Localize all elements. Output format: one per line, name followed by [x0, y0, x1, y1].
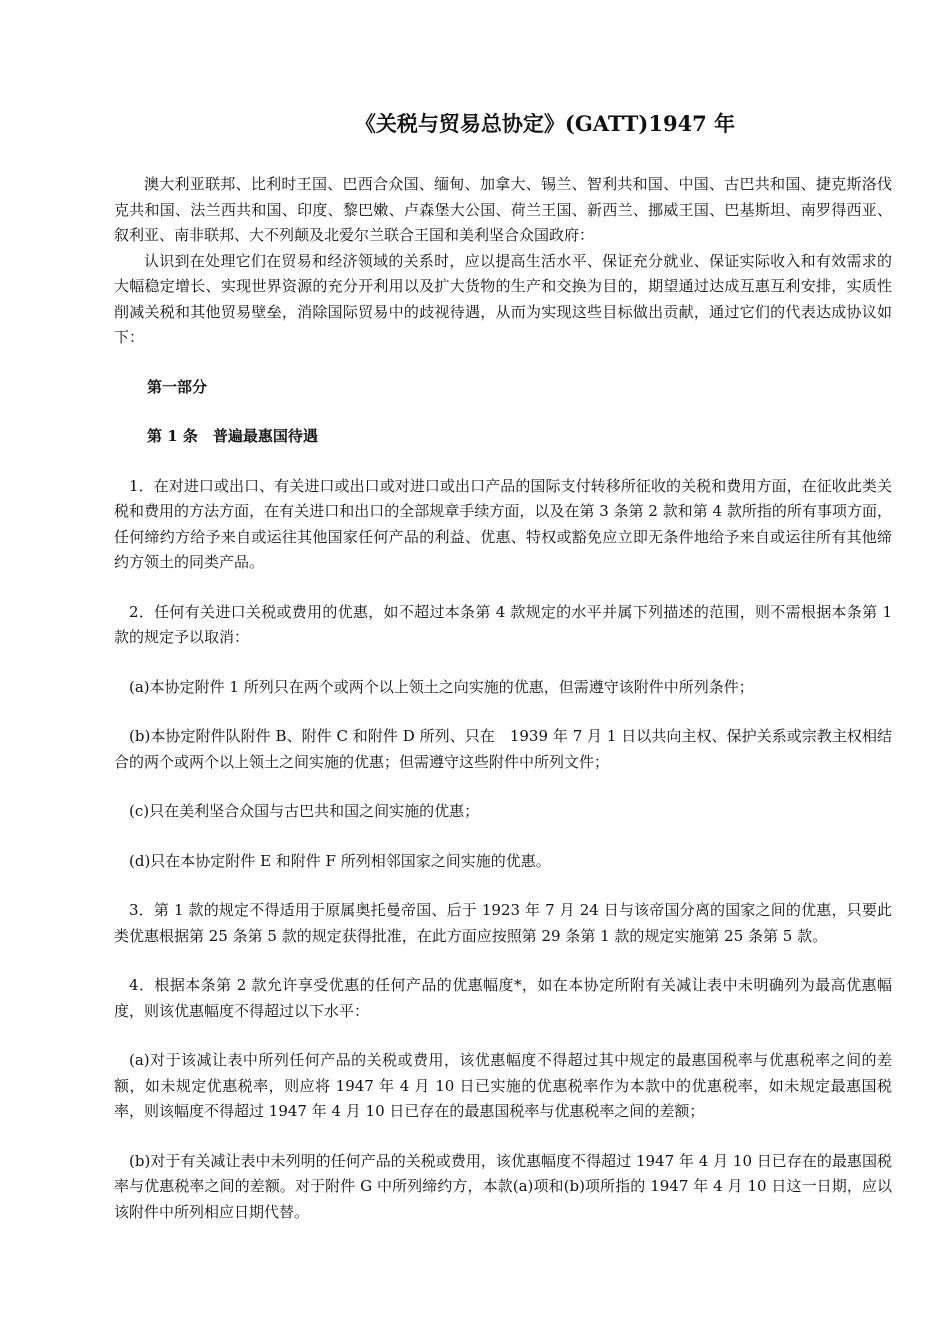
spacer: [114, 949, 892, 973]
article-heading: 第 1 条 普遍最惠国待遇: [147, 427, 318, 445]
article-paragraph: 4．根据本条第 2 款允许享受优惠的任何产品的优惠幅度*，如在本协定所附有关减让表中未明确列为最高优惠幅度，则该优惠幅度不得超过以下水平：: [114, 976, 892, 1020]
spacer: [114, 351, 892, 375]
article-subparagraph: (a)对于该减让表中所列任何产品的关税或费用，该优惠幅度不得超过其中规定的最惠国税率与优惠税率之间的差额，如未规定优惠税率，则应将 1947 年 4 月 10 日已实施的优惠税率作为本款中的优惠税率，如未规定最惠国税率，则该幅度不得超过 1947 年 4 月 10 日已存在的最惠国税率与优惠税率之间的差额；: [114, 1051, 892, 1120]
document-page: [114, 108, 892, 1225]
spacer: [114, 651, 892, 675]
article-paragraph: 2．任何有关进口关税或费用的优惠，如不超过本条第 4 款规定的水平并属下列描述的范围，则不需根据本条第 1 款的规定予以取消：: [114, 602, 892, 646]
spacer: [114, 450, 892, 474]
spacer: [114, 1125, 892, 1149]
article-paragraph: 1．在对进口或出口、有关进口或出口或对进口或出口产品的国际支付转移所征收的关税和费用方面，在征收此类关税和费用的方法方面，在有关进口和出口的全部规章手续方面，以及在第 3 条第 2 款和第 4 款所指的所有事项方面，任何缔约方给予来自或运往其他国家任何产品的利益、优惠、特权或豁免应立即无条件地给予来自或运往所有其他缔约方领土的同类产品。: [114, 476, 892, 571]
document-title: 《关税与贸易总协定》(GATT)1947 年: [354, 111, 736, 136]
article-subparagraph: (a)本协定附件 1 所列只在两个或两个以上领土之向实施的优惠，但需遵守该附件中所列条件；: [129, 677, 754, 696]
spacer: [114, 140, 892, 172]
article-subparagraph: (b)本协定附件队附件 B、附件 C 和附件 D 所列、只在 1939 年 7 月 1 日以共向主权、保护关系或宗教主权相结合的两个或两个以上领土之间实施的优惠；但需遵守这些附件中所列文件；: [114, 727, 892, 771]
spacer: [114, 700, 892, 724]
article-subparagraph: (c)只在美利坚合众国与古巴共和国之间实施的优惠；: [129, 802, 480, 820]
spacer: [114, 775, 892, 799]
spacer: [114, 576, 892, 600]
spacer: [114, 1024, 892, 1048]
part-heading: 第一部分: [147, 377, 208, 396]
preamble-parties: 澳大利亚联邦、比利时王国、巴西合众国、缅甸、加拿大、锡兰、智利共和国、中国、古巴共和国、捷克斯洛伐克共和国、法兰西共和国、印度、黎巴嫩、卢森堡大公国、荷兰王国、新西兰、挪威王国、巴基斯坦、南罗得西亚、叙利亚、南非联邦、大不列颠及北爱尔兰联合王国和美利坚合众国政府：: [114, 175, 892, 244]
article-subparagraph: (d)只在本协定附件 E 和附件 F 所列相邻国家之间实施的优惠。: [129, 851, 551, 870]
spacer: [114, 825, 892, 849]
spacer: [114, 874, 892, 898]
article-subparagraph: (b)对于有关减让表中未列明的任何产品的关税或费用，该优惠幅度不得超过 1947 年 4 月 10 日已存在的最惠国税率与优惠税率之间的差额。对于附件 G 中所列缔约方，本款(a)项和(b)项所指的 1947 年 4 月 10 日这一日期，应以该附件中所列相应日期代替。: [114, 1151, 892, 1221]
preamble-recognition: 认识到在处理它们在贸易和经济领域的关系时，应以提高生活水平、保证充分就业、保证实际收入和有效需求的大幅稳定增长、实现世界资源的充分开利用以及扩大货物的生产和交换为目的，期望通过达成互惠互利安排，实质性削减关税和其他贸易壁垒，消除国际贸易中的歧视待遇，从而为实现这些目标做出贡献，通过它们的代表达成协议如下：: [114, 251, 892, 346]
spacer: [114, 400, 892, 424]
article-paragraph: 3．第 1 款的规定不得适用于原属奥托曼帝国、后于 1923 年 7 月 24 日与该帝国分离的国家之间的优惠，只要此类优惠根据第 25 条第 5 款的规定获得批准，在此方面应按照第 29 条第 1 款的规定实施第 25 条第 5 款。: [114, 901, 892, 945]
